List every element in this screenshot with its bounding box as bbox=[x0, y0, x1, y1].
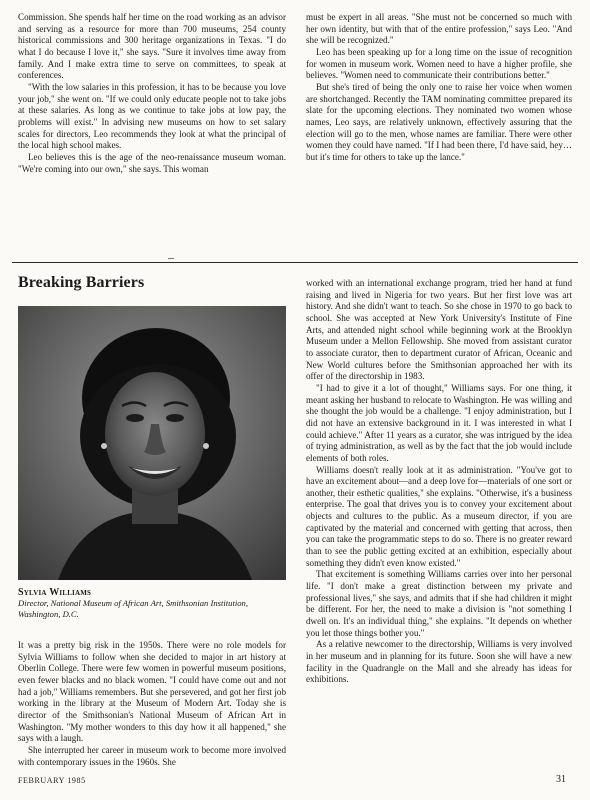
paragraph: worked with an international exchange program, tried her hand at fund raising and lived in Nigeria for two years. But her first love was art history. And she didn't want to teach. So she chose in 1970 to go back to school. She was accepted at New York University's Institute of Fine Arts, and attended night school while beginning work at the Brooklyn Museum under a Mellon Fellowship. She moved from assistant curator to associate curator, then to department curator of African, Oceanic and New World cultures before the Smithsonian approached her with its offer of the directorship in 1983. bbox=[306, 278, 572, 382]
paragraph: Williams doesn't really look at it as administration. "You've got to have an excitement about—and a deep love for—materials of one sort or another, their esthetic qualities," she explains. "Otherwise, it's a business enterprise. The goal that drives you is to convey your excitement about objects and cultures to the public. As a museum director, if you are captivated by the material and concerned with getting that across, then you can take the programmatic steps to do so. There is no greater reward than to see the public getting excited at an exhibition, especially about something they didn't even know existed." bbox=[306, 464, 572, 568]
section-heading: Breaking Barriers bbox=[18, 274, 145, 291]
paragraph: That excitement is something Williams carries over into her personal life. "I don't make a great distinction between my private and professional lives," she says, and admits that if she had children it might be different. For her, the need to make a division is "not something I dwell on. It's an individual thing," she explains. "It depends on whether you let those things bother you." bbox=[306, 569, 572, 638]
portrait-photo bbox=[18, 306, 286, 580]
section-right-column bbox=[306, 278, 572, 770]
paragraph: Commission. She spends half her time on the road working as an advisor and serving as a resource for more than 700 museums, 254 county historical commissions and 300 heritage organizations in Texas. "I do what I do because I love it," she says. "Sure it involves time away from family. And I make extra time to serve on committees, to speak at conferences. bbox=[18, 12, 286, 81]
continued-article-left-column bbox=[18, 12, 286, 252]
photo-caption bbox=[18, 587, 286, 620]
portrait-illustration bbox=[18, 306, 286, 580]
paragraph: "I had to give it a lot of thought," Williams says. For one thing, it meant asking her husband to relocate to Washington. He was willing and she thought the job would be a challenge. "I enjoy administration, but I did not have an extensive background in it. I was interested in what I could achieve." After 11 years as a curator, she was intrigued by the idea of trying administration, as well as by the fact that the job would include elements of both roles. bbox=[306, 382, 572, 463]
caption-role: Director, National Museum of African Art, Smithsonian Institution, Washington, D.C. bbox=[18, 598, 248, 619]
paragraph: She interrupted her career in museum work to become more involved with contemporary issues in the 1960s. She bbox=[18, 744, 286, 767]
page-number: 31 bbox=[556, 774, 566, 785]
section-left-column bbox=[18, 640, 286, 768]
paragraph: Leo believes this is the age of the neo-renaissance museum woman. "We're coming into our own," she says. This woman bbox=[18, 151, 286, 174]
paragraph: must be expert in all areas. "She must not be concerned so much with her own identity, but with that of the entire profession," says Leo. "And she will be recognized." bbox=[306, 12, 572, 46]
caption-name: Sylvia Williams bbox=[18, 587, 92, 598]
section-divider bbox=[12, 262, 578, 263]
paragraph: It was a pretty big risk in the 1950s. There were no role models for Sylvia Williams to follow when she decided to major in art history at Oberlin College. There were few women in powerful museum positions, even fewer blacks and no black women. "I could have come out and not had a job," Williams remembers. But she persevered, and got her first job working in the library at the Museum of Modern Art. Today she is director of the Smithsonian's National Museum of African Art in Washington. "My mother wonders to this day how it all happened," she says with a laugh. bbox=[18, 640, 286, 744]
paragraph: As a relative newcomer to the directorship, Williams is very involved in her museum and in planning for its future. Soon she will have a new facility in the Quadrangle on the Mall and she already has ideas for exhibitions. bbox=[306, 639, 572, 685]
divider-mark bbox=[168, 258, 174, 265]
footer-date: FEBRUARY 1985 bbox=[18, 776, 86, 785]
paragraph: But she's tired of being the only one to raise her voice when women are shortchanged. Recently the TAM nominating committee prepared its slate for the upcoming elections. They nominated two women whose names, Leo says, are relatively unknown, effectively assuring that the election will go to the men, whose names are familiar. There were other women they could have named. "If I had been there, I'd have said, hey…but it's time for others to take up the lance." bbox=[306, 81, 572, 162]
paragraph: Leo has been speaking up for a long time on the issue of recognition for women in museum work. Women need to have a higher profile, she believes. "Women need to communicate their contributions better." bbox=[306, 46, 572, 81]
continued-article-right-column bbox=[306, 12, 572, 252]
paragraph: "With the low salaries in this profession, it has to be because you love your job," she went on. "If we could only educate people not to take jobs at these salaries. As long as we continue to take jobs at low pay, the problems will exist." In advising new museums on how to set salary scales for directors, Leo recommends they look at what the principal of the local high school makes. bbox=[18, 81, 286, 151]
